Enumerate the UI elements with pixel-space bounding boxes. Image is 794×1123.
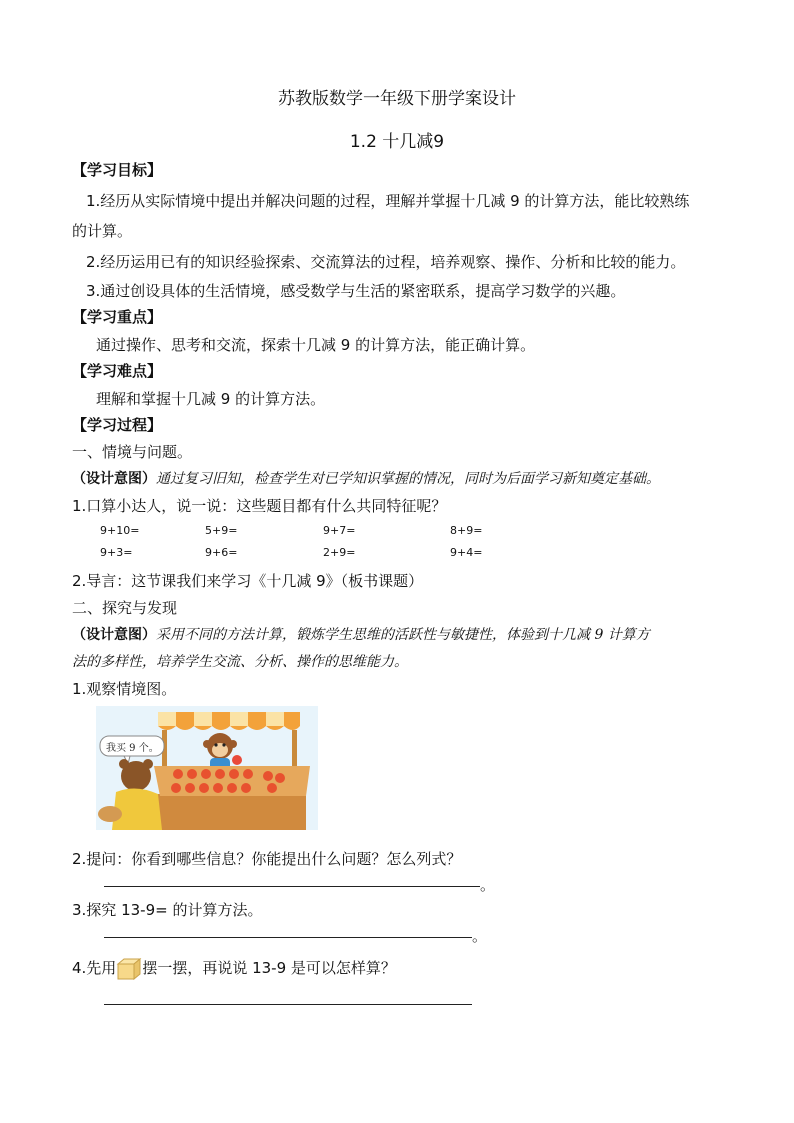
bubble-text: 我买 9 个。 — [106, 743, 159, 754]
calc-item: 5+9= — [205, 524, 238, 537]
goal-2: 2.经历运用已有的知识经验探索、交流算法的过程，培养观察、操作、分析和比较的能力。 — [86, 253, 686, 271]
part1-q1: 1.口算小达人，说一说：这些题目都有什么共同特征呢？ — [72, 497, 447, 515]
q4-prefix: 4.先用 — [72, 959, 117, 977]
goal-1-line-2: 的计算。 — [72, 222, 133, 240]
part2-q1: 1.观察情境图。 — [72, 680, 177, 698]
q4-suffix: 摆一摆，再说说 13-9 是可以怎样算？ — [142, 959, 396, 977]
part2-intent-text: 采用不同的方法计算，锻炼学生思维的活跃性与敏捷性，体验到十几减 9 计算方 — [156, 627, 650, 643]
process-heading: 【学习过程】 — [72, 416, 163, 434]
part2-intent-line-2: 法的多样性，培养学生交流、分析、操作的思维能力。 — [72, 654, 408, 670]
page-title: 苏教版数学一年级下册学案设计 — [278, 89, 516, 109]
calc-item: 2+9= — [323, 546, 356, 559]
difficulty-heading: 【学习难点】 — [72, 362, 163, 380]
part1-intent-text: 通过复习旧知，检查学生对已学知识掌握的情况，同时为后面学习新知奠定基础。 — [156, 471, 660, 487]
difficulty-text: 理解和掌握十几减 9 的计算方法。 — [96, 390, 326, 408]
scene-illustration — [96, 706, 318, 830]
page-subtitle: 1.2 十几减9 — [349, 132, 445, 152]
scene-drawing — [96, 706, 318, 830]
goal-3: 3.通过创设具体的生活情境，感受数学与生活的紧密联系，提高学习数学的兴趣。 — [86, 282, 626, 300]
part1-q2: 2.导言：这节课我们来学习《十几减 9》（板书课题） — [72, 572, 424, 590]
part2-heading: 二、探究与发现 — [72, 599, 178, 617]
answer-line-2[interactable] — [104, 937, 472, 938]
goals-heading: 【学习目标】 — [72, 161, 163, 179]
calc-item: 9+10= — [100, 524, 140, 537]
calc-item: 9+4= — [450, 546, 483, 559]
part2-q2: 2.提问：你看到哪些信息？你能提出什么问题？怎么列式？ — [72, 850, 462, 868]
part2-intent-line-1 — [72, 624, 650, 644]
answer-line-3[interactable] — [104, 1004, 472, 1005]
part1-intent — [72, 468, 660, 488]
part2-intent-label: （设计意图） — [72, 627, 156, 643]
calc-item: 8+9= — [450, 524, 483, 537]
part2-q4 — [72, 957, 396, 980]
calc-item: 9+7= — [323, 524, 356, 537]
period-1: 。 — [480, 876, 496, 894]
part2-q3: 3.探究 13-9= 的计算方法。 — [72, 901, 263, 919]
key-heading: 【学习重点】 — [72, 308, 163, 326]
part1-heading: 一、情境与问题。 — [72, 443, 193, 461]
period-2: 。 — [472, 927, 488, 945]
part1-intent-label: （设计意图） — [72, 471, 156, 487]
goal-1-line-1: 1.经历从实际情境中提出并解决问题的过程，理解并掌握十几减 9 的计算方法，能比较熟练 — [86, 192, 690, 210]
answer-line-1[interactable] — [104, 886, 480, 887]
calc-item: 9+3= — [100, 546, 133, 559]
key-text: 通过操作、思考和交流，探索十几减 9 的计算方法，能正确计算。 — [96, 336, 536, 354]
calc-item: 9+6= — [205, 546, 238, 559]
cube-icon — [116, 958, 142, 980]
